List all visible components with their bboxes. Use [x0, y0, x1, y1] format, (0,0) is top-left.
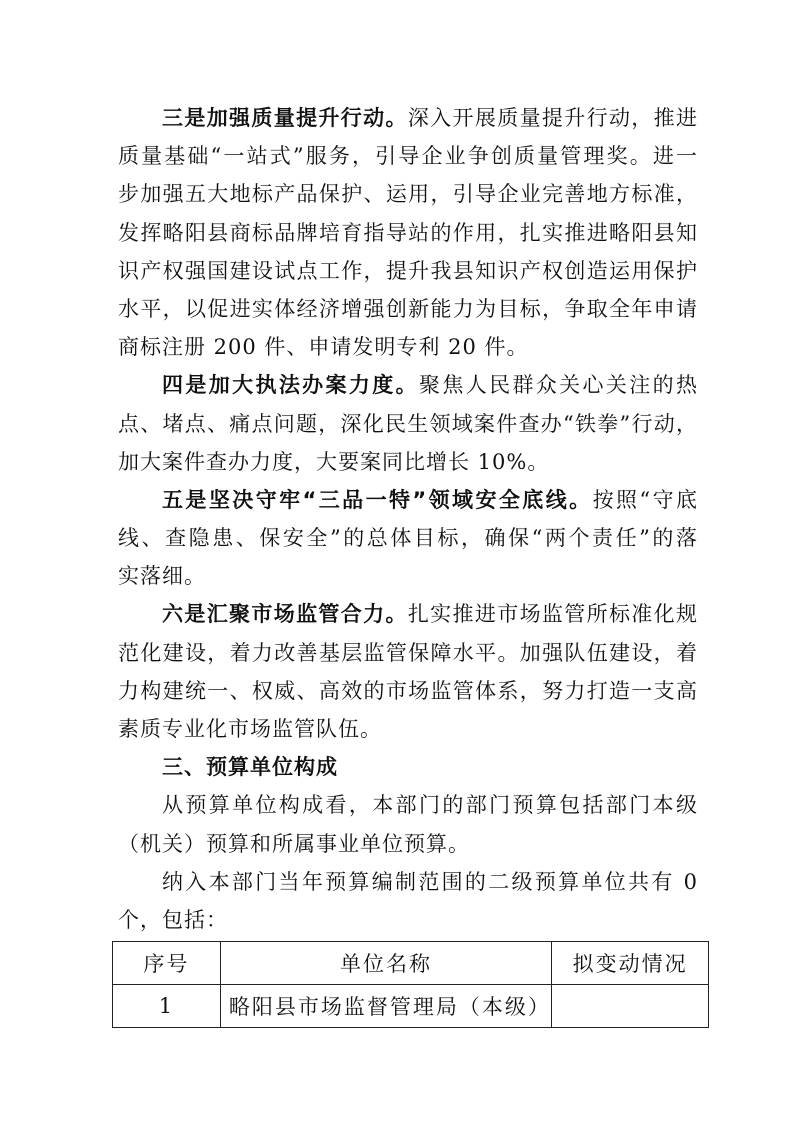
table-row [113, 985, 709, 1028]
paragraph-line: 范化建设，着力改善基层监管保障水平。加强队伍建设，着 [118, 640, 698, 665]
paragraph-line: 步加强五大地标产品保护、运用，引导企业完善地方标准， [118, 182, 698, 207]
paragraph-line: 个，包括： [118, 907, 228, 932]
paragraph-line: 六是汇聚市场监管合力。扎实推进市场监管所标准化规 [162, 602, 699, 627]
paragraph-line: 识产权强国建设试点工作，提升我县知识产权创造运用保护 [118, 258, 698, 283]
table-header-row [113, 942, 709, 985]
paragraph-line: 商标注册 200 件、申请发明专利 20 件。 [118, 335, 529, 360]
cell-unit-name: 略阳县市场监督管理局（本级） [220, 985, 551, 1028]
paragraph-line: 水平，以促进实体经济增强创新能力为目标，争取全年申请 [118, 296, 698, 321]
paragraph-line: （机关）预算和所属事业单位预算。 [118, 831, 470, 856]
cell-index: 1 [113, 985, 221, 1028]
paragraph-line: 点、堵点、痛点问题，深化民生领域案件查办“铁拳”行动， [118, 411, 698, 436]
paragraph-line: 发挥略阳县商标品牌培育指导站的作用，扎实推进略阳县知 [118, 220, 698, 245]
document-body [118, 99, 698, 939]
paragraph-line: 纳入本部门当年预算编制范围的二级预算单位共有 0 [162, 869, 698, 894]
paragraph-line: 质量基础“一站式”服务，引导企业争创质量管理奖。进一 [118, 144, 698, 169]
paragraph-lead: 五是坚决守牢“三品一特”领域安全底线。 [162, 487, 593, 512]
paragraph-line: 从预算单位构成看，本部门的部门预算包括部门本级 [162, 793, 698, 818]
paragraph-line: 线、查隐患、保安全”的总体目标，确保“两个责任”的落 [118, 526, 698, 551]
paragraph-line: 力构建统一、权威、高效的市场监管体系，努力打造一支高 [118, 678, 698, 703]
budget-unit-table [112, 941, 709, 1028]
header-change: 拟变动情况 [552, 942, 709, 985]
paragraph-lead: 四是加大执法办案力度。 [162, 373, 419, 398]
cell-change [552, 985, 709, 1028]
paragraph-line: 四是加大执法办案力度。聚焦人民群众关心关注的热 [162, 373, 698, 398]
paragraph-line: 素质专业化市场监管队伍。 [118, 717, 382, 741]
header-index: 序号 [113, 942, 221, 985]
paragraph-line: 加大案件查办力度，大要案同比增长 10%。 [118, 449, 550, 474]
header-unit-name: 单位名称 [220, 942, 551, 985]
paragraph-lead: 三是加强质量提升行动。 [162, 106, 408, 130]
paragraph-lead: 六是汇聚市场监管合力。 [162, 602, 408, 627]
paragraph-line: 实落细。 [118, 564, 206, 589]
paragraph-line: 五是坚决守牢“三品一特”领域安全底线。按照“守底 [162, 487, 698, 512]
section-heading: 三、预算单位构成 [162, 755, 338, 780]
paragraph-line: 三是加强质量提升行动。深入开展质量提升行动，推进 [162, 106, 699, 130]
